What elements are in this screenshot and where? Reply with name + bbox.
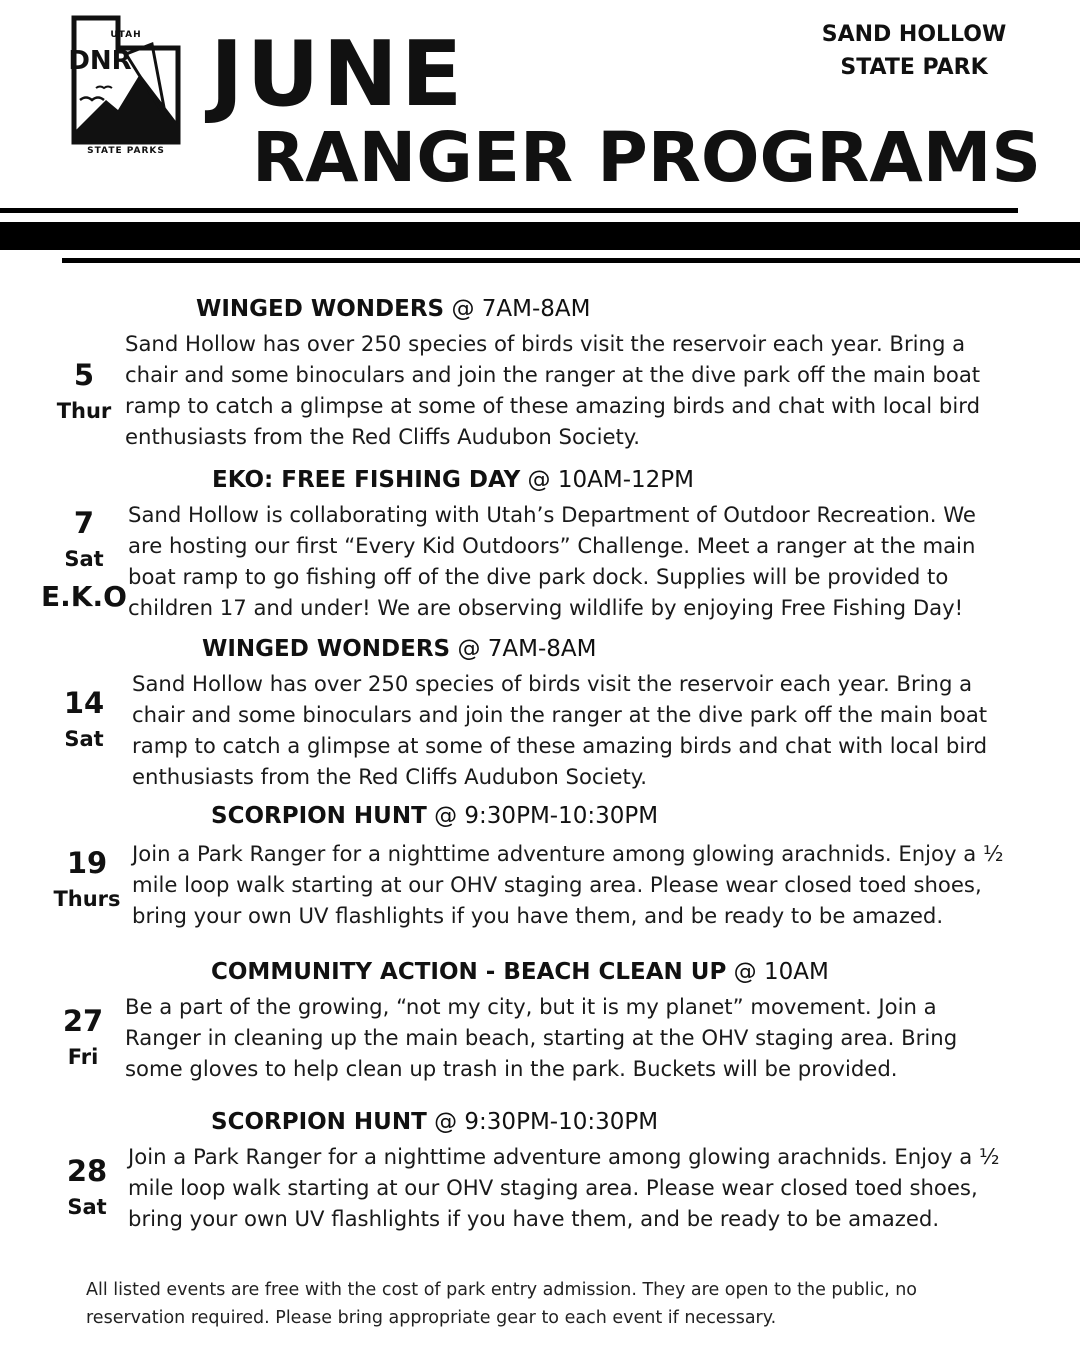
event-weekday: Sat	[67, 1195, 107, 1219]
event-name: SCORPION HUNT	[211, 1109, 427, 1135]
description-line: bring your own UV flashlights if you have them, and be ready to be amazed.	[128, 1206, 940, 1231]
description-line: Join a Park Ranger for a nighttime adventure among glowing arachnids. Enjoy a ½	[132, 841, 1004, 866]
event-weekday: Sat	[64, 547, 104, 571]
description-line: bring your own UV flashlights if you have them, and be ready to be amazed.	[132, 903, 944, 928]
event-day-number: 14	[63, 686, 105, 720]
event-weekday: Fri	[67, 1045, 99, 1069]
description-line: mile loop walk starting at our OHV staging area. Please wear closed toed shoes,	[132, 872, 982, 897]
park-name-line-2: STATE PARK	[840, 55, 988, 80]
event-time: @ 9:30PM-10:30PM	[434, 1109, 659, 1135]
event-title	[202, 634, 596, 664]
event-name: SCORPION HUNT	[211, 803, 427, 829]
event-date	[41, 505, 127, 617]
logo-utah-text: UTAH	[110, 30, 142, 40]
description-line: some gloves to help clean up trash in the park. Buckets will be provided.	[125, 1056, 898, 1081]
event-time: @ 10AM-12PM	[527, 467, 694, 493]
event-description	[128, 499, 1023, 623]
description-line: Sand Hollow has over 250 species of birds visit the reservoir each year. Bring a	[125, 331, 966, 356]
description-line: ramp to catch a glimpse at some of these amazing birds and chat with local bird	[125, 393, 981, 418]
page-title: RANGER PROGRAMS	[252, 118, 1042, 198]
event-date	[47, 1153, 127, 1225]
event-day-number: 19	[66, 846, 108, 880]
description-line: Sand Hollow is collaborating with Utah’s Department of Outdoor Recreation. We	[128, 502, 976, 527]
event-weekday: Sat	[64, 727, 104, 751]
event-title	[211, 801, 658, 831]
event-time: @ 7AM-8AM	[451, 296, 591, 322]
event-weekday: Thur	[56, 399, 112, 423]
description-line: mile loop walk starting at our OHV staging area. Please wear closed toed shoes,	[128, 1175, 978, 1200]
park-name-line-1: SAND HOLLOW	[821, 22, 1007, 47]
description-line: chair and some binoculars and join the ranger at the dive park off the main boat	[132, 702, 988, 727]
description-line: enthusiasts from the Red Cliffs Audubon Society.	[125, 424, 641, 449]
description-line: Sand Hollow has over 250 species of birds visit the reservoir each year. Bring a	[132, 671, 973, 696]
park-name	[794, 18, 1034, 84]
event-title	[211, 1107, 658, 1137]
event-date	[44, 357, 124, 429]
footer-line: All listed events are free with the cost of park entry admission. They are open to the public, no	[86, 1280, 918, 1300]
description-line: are hosting our first “Every Kid Outdoors” Challenge. Meet a ranger at the main	[128, 533, 976, 558]
event-date	[47, 845, 127, 917]
description-line: Ranger in cleaning up the main beach, starting at the OHV staging area. Bring	[125, 1025, 958, 1050]
event-name: WINGED WONDERS	[202, 636, 451, 662]
event-description	[125, 328, 1020, 452]
event-description	[125, 991, 1020, 1084]
month-title: JUNE	[210, 22, 466, 127]
header-divider-thin-top	[0, 208, 1018, 213]
description-line: Join a Park Ranger for a nighttime adventure among glowing arachnids. Enjoy a ½	[128, 1144, 1000, 1169]
event-description	[132, 668, 1027, 792]
event-date	[43, 1003, 123, 1075]
footer-note	[86, 1276, 1016, 1332]
logo-state-parks-text: STATE PARKS	[87, 146, 165, 156]
event-description	[132, 838, 1027, 931]
event-title	[212, 465, 694, 495]
event-title	[211, 957, 829, 987]
event-time: @ 9:30PM-10:30PM	[434, 803, 659, 829]
event-time: @ 10AM	[733, 959, 829, 985]
footer-line: reservation required. Please bring appropriate gear to each event if necessary.	[86, 1308, 777, 1328]
event-description	[128, 1141, 1023, 1234]
description-line: enthusiasts from the Red Cliffs Audubon Society.	[132, 764, 648, 789]
header-divider-thin-bottom	[62, 258, 1080, 263]
description-line: ramp to catch a glimpse at some of these amazing birds and chat with local bird	[132, 733, 988, 758]
description-line: boat ramp to go fishing off of the dive park dock. Supplies will be provided to	[128, 564, 949, 589]
event-tag: E.K.O	[41, 580, 127, 613]
event-date	[44, 685, 124, 757]
event-title	[196, 294, 590, 324]
event-day-number: 27	[62, 1004, 104, 1038]
description-line: children 17 and under! We are observing wildlife by enjoying Free Fishing Day!	[128, 595, 964, 620]
description-line: Be a part of the growing, “not my city, but it is my planet” movement. Join a	[125, 994, 937, 1019]
utah-dnr-state-parks-logo	[66, 14, 186, 160]
event-day-number: 5	[73, 358, 95, 392]
event-day-number: 7	[73, 506, 95, 540]
event-day-number: 28	[66, 1154, 108, 1188]
event-time: @ 7AM-8AM	[457, 636, 597, 662]
event-name: EKO: FREE FISHING DAY	[212, 467, 521, 493]
event-name: COMMUNITY ACTION - BEACH CLEAN UP	[211, 959, 727, 985]
logo-dnr-text: DNR	[68, 46, 132, 76]
event-name: WINGED WONDERS	[196, 296, 445, 322]
header-divider-thick	[0, 222, 1080, 250]
description-line: chair and some binoculars and join the ranger at the dive park off the main boat	[125, 362, 981, 387]
event-weekday: Thurs	[53, 887, 121, 911]
